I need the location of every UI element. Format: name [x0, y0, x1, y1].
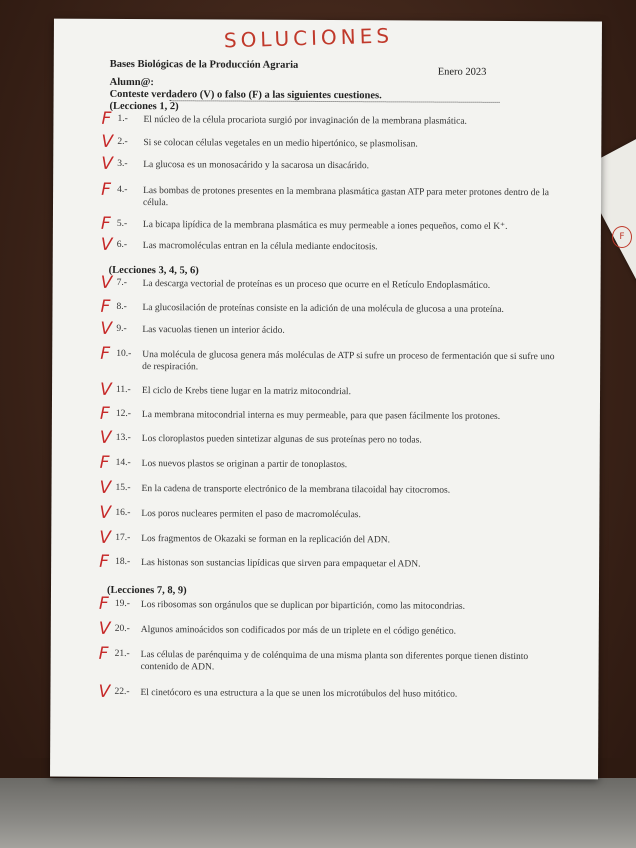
answer-mark: F — [100, 296, 111, 317]
question-number: 7.- — [116, 277, 127, 288]
question-number: 12.- — [115, 408, 131, 419]
answer-mark: F — [99, 452, 110, 473]
section-heading: (Lecciones 7, 8, 9) — [106, 584, 187, 597]
answer-mark: F — [101, 108, 112, 129]
question-number: 14.- — [115, 457, 131, 468]
question-item — [101, 131, 571, 152]
question-text: Las vacuolas tienen un interior ácido. — [142, 325, 285, 336]
question-item — [98, 618, 569, 639]
question-item — [99, 477, 570, 498]
question-item — [99, 379, 570, 400]
answer-mark: V — [99, 477, 112, 498]
question-text: Si se colocan células vegetales en un medio hipertónico, se plasmolisan. — [143, 138, 418, 150]
question-item — [99, 427, 570, 448]
question-item — [100, 213, 571, 234]
question-number: 20.- — [114, 623, 130, 634]
question-item — [98, 681, 568, 702]
answer-mark: F — [99, 551, 109, 572]
question-number: 8.- — [116, 301, 127, 312]
question-text: Las bombas de protones presentes en la membrana plasmática gastan ATP para meter protones dentro de la célula. — [142, 186, 550, 209]
question-text: Los cloroplastos pueden sintetizar algunas de sus proteínas pero no todas. — [141, 434, 422, 446]
floor — [0, 778, 636, 848]
answer-mark: F — [100, 343, 111, 364]
question-text: El ciclo de Krebs tiene lugar en la matriz mitocondrial. — [142, 386, 351, 398]
question-text: Las histonas son sustancias lipídicas que sirven para empaquetar el ADN. — [141, 558, 421, 570]
answer-mark: F — [101, 179, 111, 200]
question-text: La membrana mitocondrial interna es muy permeable, para que pasen fácilmente los protones. — [141, 410, 501, 422]
answer-mark: V — [99, 502, 112, 523]
question-item — [100, 296, 571, 317]
question-item — [98, 593, 569, 614]
question-item — [100, 318, 570, 339]
student-label: Alumn@: — [109, 76, 154, 89]
question-text: La glucosa es un monosacárido y la sacarosa un disacárido. — [143, 160, 370, 172]
question-text: Los ribosomas son orgánulos que se duplican por bipartición, como las mitocondrias. — [140, 600, 466, 612]
exam-date: Enero 2023 — [437, 66, 487, 78]
question-number: 3.- — [117, 158, 128, 169]
answer-mark: V — [98, 681, 111, 702]
question-text: El núcleo de la célula procariota surgió por invaginación de la membrana plasmática. — [143, 115, 467, 127]
question-text: El cinetócoro es una estructura a la que se unen los microtúbulos del huso mitótico. — [140, 688, 458, 700]
question-number: 18.- — [115, 556, 131, 567]
question-item — [101, 108, 571, 129]
question-number: 19.- — [114, 598, 130, 609]
answer-mark: V — [100, 272, 113, 293]
answer-mark: V — [100, 234, 113, 255]
question-text: Una molécula de glucosa genera más moléculas de ATP si sufre un proceso de fermentación que si sufre uno de respiración. — [142, 350, 555, 373]
answer-mark: F — [98, 643, 109, 664]
question-number: 5.- — [116, 218, 128, 229]
question-item — [100, 343, 570, 373]
question-number: 17.- — [115, 532, 131, 543]
side-sheet-stamp: F — [612, 226, 632, 248]
answer-mark: V — [100, 318, 113, 339]
question-item — [99, 452, 570, 473]
question-number: 10.- — [116, 348, 132, 359]
question-number: 11.- — [116, 384, 131, 395]
answer-mark: V — [99, 427, 112, 448]
question-item — [99, 527, 569, 548]
question-text: Los nuevos plastos se originan a partir de tonoplastos. — [141, 459, 348, 471]
question-text: La glucosilación de proteínas consiste en la adición de una molécula de glucosa a una proteína. — [142, 303, 504, 315]
question-item — [101, 153, 571, 174]
question-text: Las macromoléculas entran en la célula mediante endocitosis. — [142, 241, 378, 253]
course-title: Bases Biológicas de la Producción Agraria — [109, 58, 299, 71]
question-text: Algunos aminoácidos son codificados por más de un triplete en el código genético. — [140, 625, 457, 637]
instructions: Conteste verdadero (V) o falso (F) a las siguientes cuestiones. — [109, 88, 382, 102]
question-text: La descarga vectorial de proteínas es un proceso que ocurre en el Retículo Endoplasmático. — [142, 279, 491, 291]
question-item — [100, 272, 571, 293]
question-text: Los poros nucleares permiten el paso de macromoléculas. — [141, 509, 361, 521]
answer-mark: V — [101, 153, 113, 174]
answer-mark: V — [101, 131, 114, 152]
question-number: 22.- — [114, 686, 130, 697]
question-number: 13.- — [115, 432, 131, 443]
question-item — [100, 234, 571, 255]
question-text: La bicapa lipídica de la membrana plasmática es muy permeable a iones pequeños, como el K⁺. — [142, 220, 508, 232]
answer-mark: F — [100, 213, 111, 234]
question-number: 1.- — [117, 113, 128, 124]
question-item — [99, 502, 569, 523]
question-number: 2.- — [117, 136, 128, 147]
question-item — [99, 403, 570, 424]
section-heading: (Lecciones 3, 4, 5, 6) — [108, 264, 199, 277]
question-text: Los fragmentos de Okazaki se forman en la replicación del ADN. — [141, 534, 391, 546]
section-heading: (Lecciones 1, 2) — [109, 100, 179, 113]
question-text: En la cadena de transporte electrónico de la membrana tilacoidal hay citocromos. — [141, 484, 451, 496]
question-number: 16.- — [115, 507, 131, 518]
question-number: 6.- — [116, 239, 128, 250]
answer-mark: F — [99, 403, 110, 424]
question-item — [98, 643, 569, 673]
question-text: Las células de parénquima y de colénquima de una misma planta son diferentes porque tienen distinto contenido de ADN. — [140, 650, 529, 673]
question-number: 4.- — [117, 184, 128, 195]
answer-mark: V — [98, 618, 111, 639]
answer-mark: F — [98, 593, 109, 614]
question-number: 9.- — [116, 323, 127, 334]
handwritten-title: SOLUCIONES — [223, 23, 394, 53]
question-item — [101, 179, 571, 209]
answer-mark: V — [99, 379, 112, 400]
exam-sheet — [50, 19, 602, 780]
answer-mark: V — [99, 527, 111, 548]
question-item — [99, 551, 569, 572]
question-number: 15.- — [115, 482, 131, 493]
question-number: 21.- — [114, 648, 130, 659]
